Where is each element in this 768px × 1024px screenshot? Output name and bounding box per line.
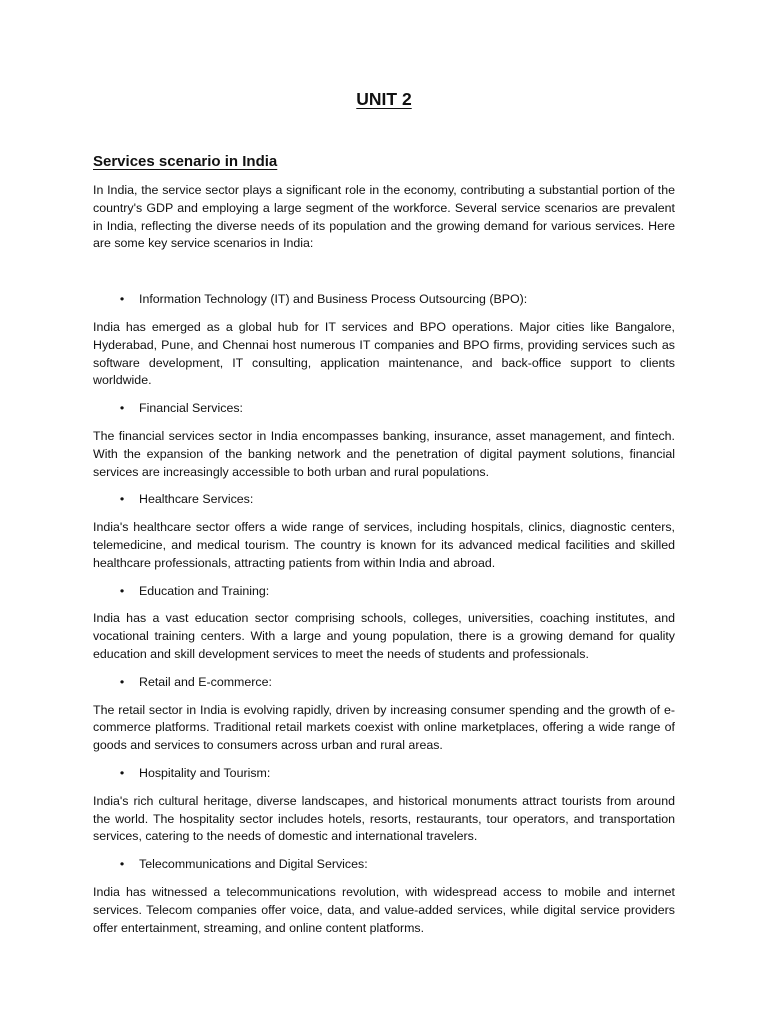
bullet-heading-text: Financial Services: [139, 401, 243, 416]
bullet-heading [93, 291, 675, 309]
service-paragraph: India has witnessed a telecommunications revolution, with widespread access to mobile and internet services. Telecom companies offer voice, data, and value-added services, while digital service providers offer entertainment, streaming, and online content platforms. [93, 884, 675, 935]
bullet-heading-text: Hospitality and Tourism: [139, 765, 271, 780]
bullet-icon: • [119, 401, 125, 416]
service-item [93, 583, 675, 664]
service-item [93, 491, 675, 572]
service-paragraph: India's healthcare sector offers a wide range of services, including hospitals, clinics, diagnostic centers, telemedicine, and medical tourism. The country is known for its advanced medical facilities and skilled healthcare professionals, attracting patients from within India and abroad. [93, 520, 675, 570]
service-paragraph: India has a vast education sector comprising schools, colleges, universities, coaching institutes, and vocational training centers. With a large and young population, there is a growing demand for quality education and skill development services to meet the needs of students and professionals. [93, 611, 675, 661]
bullet-icon: • [119, 583, 125, 598]
service-paragraph: India has emerged as a global hub for IT services and BPO operations. Major cities like Bangalore, Hyderabad, Pune, and Chennai host numerous IT companies and BPO firms, providing services such as software development, IT consulting, application maintenance, and back-office support to clients worldwide. [93, 319, 675, 388]
bullet-heading [93, 765, 675, 783]
bullet-icon: • [119, 674, 125, 689]
bullet-heading-text: Education and Training: [139, 583, 270, 598]
service-item [93, 765, 675, 846]
service-paragraph: The financial services sector in India encompasses banking, insurance, asset management, and fintech. With the expansion of the banking network and the penetration of digital payment solutions, financial services are increasingly accessible to both urban and rural populations. [93, 428, 675, 479]
bullet-heading-text: Healthcare Services: [139, 492, 254, 507]
service-item [93, 400, 675, 481]
bullet-heading-text: Retail and E-commerce: [139, 674, 272, 689]
bullet-heading [93, 674, 675, 692]
bullet-heading [93, 583, 675, 601]
bullet-heading [93, 400, 675, 418]
section-title: Services scenario in India [93, 153, 278, 170]
bullet-icon: • [119, 765, 125, 780]
service-item [93, 674, 675, 755]
service-paragraph: The retail sector in India is evolving rapidly, driven by increasing consumer spending and the growth of e-commerce platforms. Traditional retail markets coexist with online marketplaces, offering a wide range of goods and services to consumers across urban and rural areas. [93, 702, 675, 753]
document-body [93, 88, 675, 937]
intro-paragraph: In India, the service sector plays a significant role in the economy, contributing a substantial portion of the country's GDP and employing a large segment of the workforce. Several service scenarios are prevalent in India, reflecting the diverse needs of its population and the growing demand for various services. Here are some key service scenarios in India: [93, 183, 675, 251]
service-item [93, 856, 675, 937]
bullet-heading [93, 856, 675, 874]
service-paragraph: India's rich cultural heritage, diverse landscapes, and historical monuments attract tourists from around the world. The hospitality sector includes hotels, resorts, restaurants, tour operators, and transportation services, catering to the needs of domestic and international travelers. [93, 793, 675, 844]
service-item [93, 291, 675, 390]
bullet-heading-text: Telecommunications and Digital Services: [139, 857, 368, 872]
bullet-icon: • [119, 292, 125, 307]
bullet-icon: • [119, 857, 125, 872]
bullet-heading-text: Information Technology (IT) and Business Process Outsourcing (BPO): [139, 292, 528, 307]
unit-title: UNIT 2 [356, 89, 412, 109]
bullet-heading [93, 491, 675, 509]
bullet-icon: • [119, 492, 125, 507]
